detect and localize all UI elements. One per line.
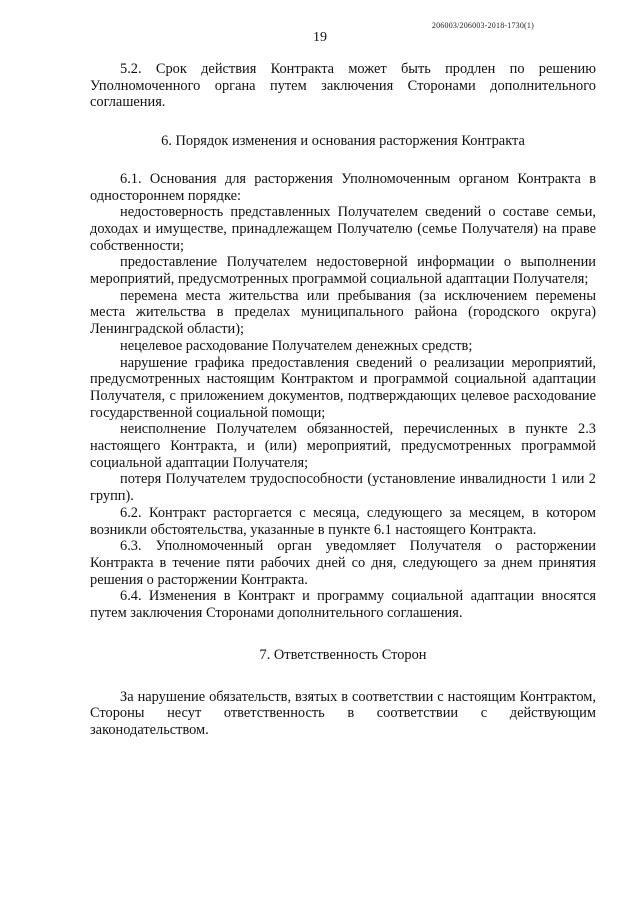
paragraph-6-1: 6.1. Основания для расторжения Уполномоченным органом Контракта в одностороннем порядке: bbox=[90, 170, 596, 204]
section-6-heading: 6. Порядок изменения и основания расторжения Контракта bbox=[161, 133, 525, 150]
paragraph-6-2: 6.2. Контракт расторгается с месяца, следующего за месяцем, в котором возникли обстоятельства, указанные в пункте 6.1 настоящего Контракта. bbox=[90, 504, 596, 538]
paragraph-7: За нарушение обязательств, взятых в соответствии с настоящим Контрактом, Стороны несут ответственность в соответствии с действующим законодательством. bbox=[90, 688, 596, 738]
paragraph-5-2: 5.2. Срок действия Контракта может быть продлен по решению Уполномоченного органа путем заключения Сторонами дополнительного соглашения. bbox=[90, 61, 596, 111]
list-item: потеря Получателем трудоспособности (установление инвалидности 1 или 2 групп). bbox=[90, 471, 596, 505]
list-item: неисполнение Получателем обязанностей, перечисленных в пункте 2.3 настоящего Контракта, и (или) мероприятий, предусмотренных программой социальной адаптации Получателя; bbox=[90, 421, 596, 471]
list-item: недостоверность представленных Получателем сведений о составе семьи, доходах и имуществе, принадлежащем Получателю (семье Получателя) на праве собственности; bbox=[90, 204, 596, 254]
list-item: нарушение графика предоставления сведений о реализации мероприятий, предусмотренных настоящим Контрактом и программой социальной адаптации Получателя, с приложением документов, подтверждающих целевое расходование государственной социальной помощи; bbox=[90, 354, 596, 421]
list-item: предоставление Получателем недостоверной информации о выполнении мероприятий, предусмотренных программой социальной адаптации Получателя; bbox=[90, 254, 596, 288]
document-body bbox=[90, 61, 596, 739]
list-item: нецелевое расходование Получателем денежных средств; bbox=[120, 337, 473, 354]
list-item: перемена места жительства или пребывания (за исключением перемены места жительства в пределах муниципального района (городского округа) Ленинградской области); bbox=[90, 287, 596, 338]
document-code: 206003/206003-2018-1730(1) bbox=[431, 21, 534, 30]
page-number: 19 bbox=[313, 30, 327, 45]
paragraph-6-4: 6.4. Изменения в Контракт и программу социальной адаптации вносятся путем заключения Сторонами дополнительного соглашения. bbox=[90, 588, 596, 622]
section-7-heading: 7. Ответственность Сторон bbox=[259, 646, 427, 663]
paragraph-6-3: 6.3. Уполномоченный орган уведомляет Получателя о расторжении Контракта в течение пяти рабочих дней со дня, следующего за днем принятия решения о расторжении Контракта. bbox=[90, 538, 596, 588]
